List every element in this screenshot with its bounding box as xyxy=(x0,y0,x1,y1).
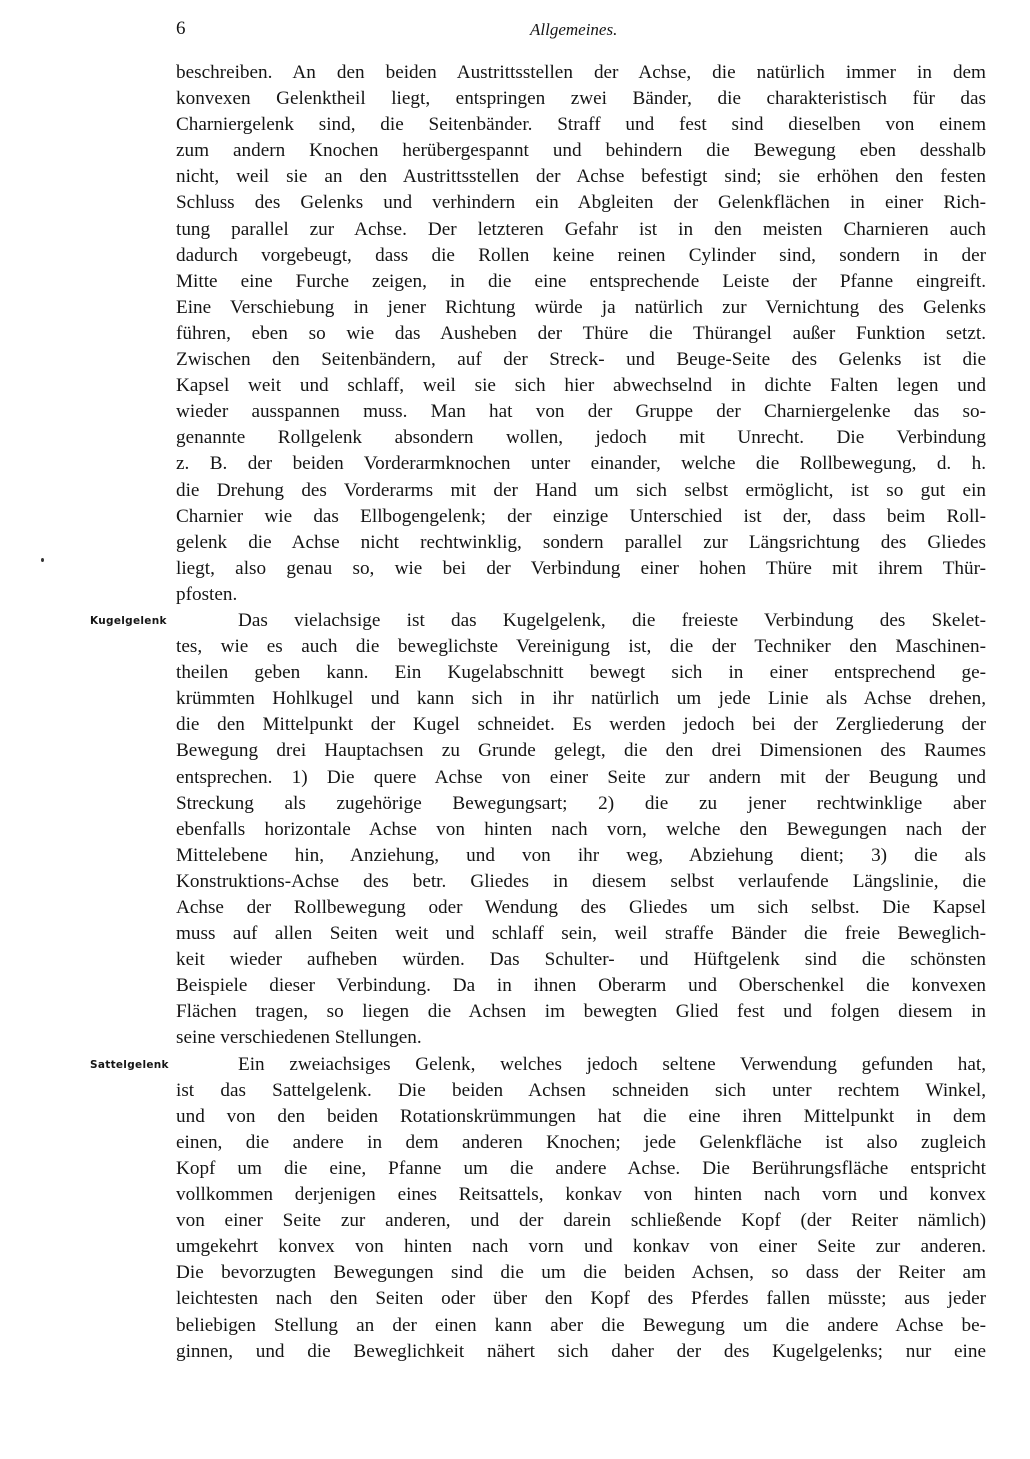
text-line: Achse der Rollbewegung oder Wendung des Gliedes um sich selbst. Die Kapsel xyxy=(176,897,986,918)
text-line: seine verschiedenen Stellungen. xyxy=(176,1027,422,1049)
text-line: tung parallel zur Achse. Der letzteren Gefahr ist in den meisten Charnieren auch xyxy=(176,218,986,240)
text-line: tes, wie es auch die beweglichste Vereinigung ist, die der Techniker den Maschinen- xyxy=(176,636,986,658)
text-line: leichtesten nach den Seiten oder über den Kopf des Pferdes fallen müsste; aus jeder xyxy=(176,1288,986,1310)
text-line: gelenk die Achse nicht rechtwinklig, sondern parallel zur Längsrichtung des Gliedes xyxy=(176,531,986,553)
text-line: Charnier wie das Ellbogengelenk; der einzige Unterschied ist der, dass beim Roll- xyxy=(176,505,986,527)
page-number: 6 xyxy=(176,18,186,39)
text-line: von einer Seite zur anderen, und der darein schließende Kopf (der Reiter nämlich) xyxy=(176,1210,986,1232)
text-line: Ein zweiachsiges Gelenk, welches jedoch seltene Verwendung gefunden hat, xyxy=(238,1053,986,1075)
text-line: Mitte eine Furche zeigen, in die eine entsprechende Leiste der Pfanne eingreift. xyxy=(176,270,986,292)
text-line: Kapsel weit und schlaff, weil sie sich hier abwechselnd in dichte Falten legen und xyxy=(176,375,986,397)
text-line: dadurch vorgebeugt, dass die Rollen keine reinen Cylinder sind, sondern in der xyxy=(176,244,986,266)
text-line: Charniergelenk sind, die Seitenbänder. Straff und fest sind dieselben von einem xyxy=(176,114,986,136)
text-line: Zwischen den Seitenbändern, auf der Streck- und Beuge-Seite des Gelenks ist die xyxy=(176,349,986,371)
text-line: beschreiben. An den beiden Austrittsstellen der Achse, die natürlich immer in dem xyxy=(176,62,986,83)
body-text xyxy=(176,60,986,1365)
text-line: theilen geben kann. Ein Kugelabschnitt bewegt sich in einer entsprechend ge- xyxy=(176,662,986,684)
text-line: ebenfalls horizontale Achse von hinten nach vorn, welche den Bewegungen nach der xyxy=(176,818,986,840)
text-line: konvexen Gelenktheil liegt, entspringen zwei Bänder, die charakteristisch für das xyxy=(176,88,986,110)
text-line: Beispiele dieser Verbindung. Da in ihnen Oberarm und Oberschenkel die konvexen xyxy=(176,975,986,997)
text-line: z. B. der beiden Vorderarmknochen unter einander, welche die Rollbewegung, d. h. xyxy=(176,453,986,475)
margin-note-kugelgelenk: Kugelgelenk xyxy=(90,615,167,627)
text-line: zum andern Knochen herübergespannt und behindern die Bewegung eben desshalb xyxy=(176,140,986,162)
text-line: genannte Rollgelenk absondern wollen, jedoch mit Unrecht. Die Verbindung xyxy=(176,427,986,449)
text-line: wieder ausspannen muss. Man hat von der Gruppe der Charniergelenke das so- xyxy=(176,401,986,423)
text-line: Schluss des Gelenks und verhindern ein Abgleiten der Gelenkflächen in einer Rich- xyxy=(176,192,986,214)
text-line: nicht, weil sie an den Austrittsstellen der Achse befestigt sind; sie erhöhen den festen xyxy=(176,166,986,188)
text-line: ginnen, und die Beweglichkeit nähert sich daher der des Kugelgelenks; nur eine xyxy=(176,1340,986,1362)
text-line: Das vielachsige ist das Kugelgelenk, die freieste Verbindung des Skelet- xyxy=(238,609,986,631)
running-head: Allgemeines. xyxy=(530,20,618,39)
text-line: die Drehung des Vorderarms mit der Hand um sich selbst ermöglicht, ist so gut ein xyxy=(176,479,986,501)
text-line: liegt, also genau so, wie bei der Verbindung einer hohen Thüre mit ihrem Thür- xyxy=(176,557,986,579)
text-line: Bewegung drei Hauptachsen zu Grunde gelegt, die den drei Dimensionen des Raumes xyxy=(176,740,986,762)
text-line: Streckung als zugehörige Bewegungsart; 2) die zu jener rechtwinklige aber xyxy=(176,792,986,814)
text-line: muss auf allen Seiten weit und schlaff sein, weil straffe Bänder die freie Beweglich- xyxy=(176,923,986,945)
text-line: Die bevorzugten Bewegungen sind die um die beiden Achsen, so dass der Reiter am xyxy=(176,1262,986,1284)
text-line: keit wieder aufheben würden. Das Schulter- und Hüftgelenk sind die schönsten xyxy=(176,949,986,971)
margin-note-sattelgelenk: Sattelgelenk xyxy=(90,1059,169,1071)
text-line: Flächen tragen, so liegen die Achsen im bewegten Glied fest und folgen diesem in xyxy=(176,1001,986,1023)
text-line: führen, eben so wie das Ausheben der Thüre die Thürangel außer Funktion setzt. xyxy=(176,322,986,344)
text-line: krümmten Hohlkugel und kann sich in ihr natürlich um jede Linie als Achse drehen, xyxy=(176,688,986,710)
speck-mark xyxy=(41,558,44,562)
text-line: umgekehrt konvex von hinten nach vorn und konkav von einer Seite zur anderen. xyxy=(176,1236,986,1258)
text-line: einen, die andere in dem anderen Knochen; jede Gelenkfläche ist also zugleich xyxy=(176,1131,986,1153)
text-line: Kopf um die eine, Pfanne um die andere Achse. Die Berührungsfläche entspricht xyxy=(176,1157,986,1179)
text-line: die den Mittelpunkt der Kugel schneidet. Es werden jedoch bei der Zergliederung der xyxy=(176,714,986,736)
text-line: entsprechen. 1) Die quere Achse von einer Seite zur andern mit der Beugung und xyxy=(176,766,986,788)
text-line: vollkommen derjenigen eines Reitsattels, konkav von hinten nach vorn und konvex xyxy=(176,1184,986,1206)
text-line: pfosten. xyxy=(176,583,238,605)
text-line: Eine Verschiebung in jener Richtung würde ja natürlich zur Vernichtung des Gelenks xyxy=(176,296,986,318)
text-line: ist das Sattelgelenk. Die beiden Achsen schneiden sich unter rechtem Winkel, xyxy=(176,1079,986,1101)
text-line: und von den beiden Rotationskrümmungen hat die eine ihren Mittelpunkt in dem xyxy=(176,1105,986,1127)
text-line: beliebigen Stellung an der einen kann aber die Bewegung um die andere Achse be- xyxy=(176,1314,986,1336)
text-line: Mittelebene hin, Anziehung, und von ihr weg, Abziehung dient; 3) die als xyxy=(176,844,986,866)
text-line: Konstruktions-Achse des betr. Gliedes in diesem selbst verlaufende Längslinie, die xyxy=(176,870,986,892)
